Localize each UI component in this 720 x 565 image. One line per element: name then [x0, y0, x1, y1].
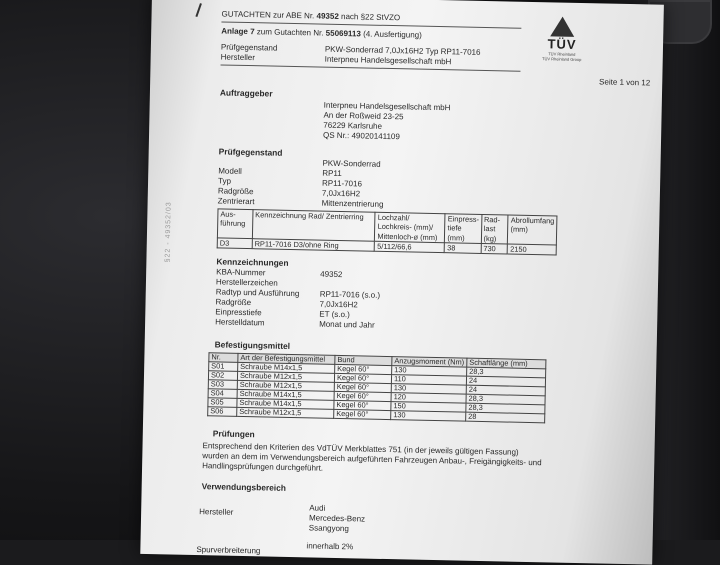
section-kennzeichnungen: Kennzeichnungen — [216, 256, 289, 268]
wheel-table-header: Aus-führung Kennzeichnung Rad/ Zentrierring Lochzahl/ Lochkreis- (mm)/ Mittenloch-ø (mm) Einpress-tiefe (mm) Rad-last (kg) Abrollumfang (mm) — [217, 209, 557, 245]
section-verwendung: Verwendungsbereich — [201, 480, 287, 493]
page-number: Seite 1 von 12 — [599, 77, 651, 88]
side-stamp: §22 - 49352/03 — [164, 201, 173, 263]
tuv-triangle-icon — [550, 16, 574, 36]
anlage-label: Anlage 7 — [221, 26, 255, 37]
kz-row: Herstelldatum Monat und Jahr — [215, 316, 375, 330]
pg-row: PKW-Sonderrad — [322, 158, 381, 169]
auftraggeber-line: An der Roßweid 23-25 — [323, 110, 404, 121]
ausfertigung: (4. Ausfertigung) — [363, 29, 422, 40]
kennzeichnungen-block — [215, 267, 646, 336]
gutachten-number: 55069113 — [325, 28, 361, 39]
wheel-table — [217, 208, 558, 255]
list-item: Audi — [309, 503, 326, 513]
pg-row: Zentrierart Mittenzentrierung — [217, 196, 384, 209]
kz-row: Radgröße 7,0Jx16H2 — [215, 296, 358, 309]
kz-row: Radtyp und Ausführung RP11-7016 (s.o.) — [215, 286, 381, 300]
tuv-logo-sub2: TÜV Rheinland Group — [541, 55, 582, 62]
befestigung-table-header: Nr. Art der Befestigungsmittel Bund Anzugsmoment (Nm) Schaftlänge (mm) — [209, 353, 546, 369]
verwendung-hersteller — [199, 501, 642, 540]
spur-value: innerhalb 2% — [306, 541, 354, 552]
pen-mark — [195, 3, 201, 17]
document-sheet — [140, 0, 664, 565]
verwendung-spur — [196, 539, 640, 564]
pg-row: Typ RP11-7016 — [218, 176, 363, 189]
section-pruefgegenstand: Prüfgegenstand — [218, 145, 283, 158]
section-auftraggeber: Auftraggeber — [219, 87, 273, 99]
kz-row: Einpresstiefe ET (s.o.) — [215, 306, 350, 319]
kz-row: KBA-Nummer 49352 — [216, 266, 343, 279]
tuv-logo-name: TÜV — [547, 36, 577, 52]
section-befestigung: Befestigungsmittel — [214, 338, 291, 351]
table-row: S04 Schraube M14x1,5 Kegel 60° 120 28,3 — [208, 389, 545, 405]
abe-number: 49352 — [316, 11, 339, 21]
gutachten-label: zum Gutachten Nr. — [256, 27, 324, 38]
befestigung-table — [207, 352, 546, 423]
tuv-logo-sub1: TÜV Rheinland — [548, 51, 576, 58]
table-row: S06 Schraube M12x1,5 Kegel 60° 130 28 — [208, 407, 545, 423]
pruefgegenstand-block — [218, 156, 649, 215]
meta-row: Prüfgegenstand PKW-Sonderrad 7,0Jx16H2 Typ RP11-7016 — [220, 42, 481, 57]
hersteller-list — [309, 503, 366, 534]
list-item: Ssangyong — [308, 523, 349, 534]
table-row: S01 Schraube M14x1,5 Kegel 60° 130 28,3 — [209, 362, 546, 378]
pruefungen-text: Entsprechend den Kriterien des VdTÜV Merkblattes 751 (in der jeweils gültigen Fassung) wurden an dem im Verwendungsbereich aufgeführten Fahrzeugen Anbau-, Freigängigkeits- und Handlingsprüfungen durchgeführt. — [202, 440, 542, 473]
section-pruefungen: Prüfungen — [212, 428, 255, 440]
header-suffix: nach §22 StVZO — [340, 11, 401, 23]
tuv-logo — [527, 16, 598, 62]
auftraggeber-line: Interpneu Handelsgesellschaft mbH — [323, 100, 451, 112]
document-content — [196, 9, 651, 564]
spur-label: Spurverbreiterung — [196, 545, 261, 556]
table-row: S05 Schraube M14x1,5 Kegel 60° 150 28,3 — [208, 398, 545, 414]
auftraggeber-line: QS Nr.: 49020141109 — [322, 130, 400, 141]
pg-row: Modell RP11 — [218, 166, 342, 179]
pg-row: Radgröße 7,0Jx16H2 — [217, 186, 361, 199]
wheel-table-row: D3 RP11-7016 D3/ohne Ring 5/112/66,6 38 730 2150 — [217, 238, 556, 255]
header-prefix: GUTACHTEN zur ABE Nr. — [221, 9, 315, 21]
kz-row: Herstellerzeichen — [215, 276, 278, 288]
auftraggeber-line: 76229 Karlsruhe — [323, 120, 383, 131]
auftraggeber-block — [219, 98, 650, 147]
meta-row: Hersteller Interpneu Handelsgesellschaft mbH — [220, 52, 452, 67]
list-item: Mercedes-Benz — [308, 513, 366, 524]
hersteller-label: Hersteller — [199, 507, 234, 517]
table-row: S02 Schraube M12x1,5 Kegel 60° 110 24 — [208, 371, 545, 387]
table-row: S03 Schraube M12x1,5 Kegel 60° 130 24 — [208, 380, 545, 396]
